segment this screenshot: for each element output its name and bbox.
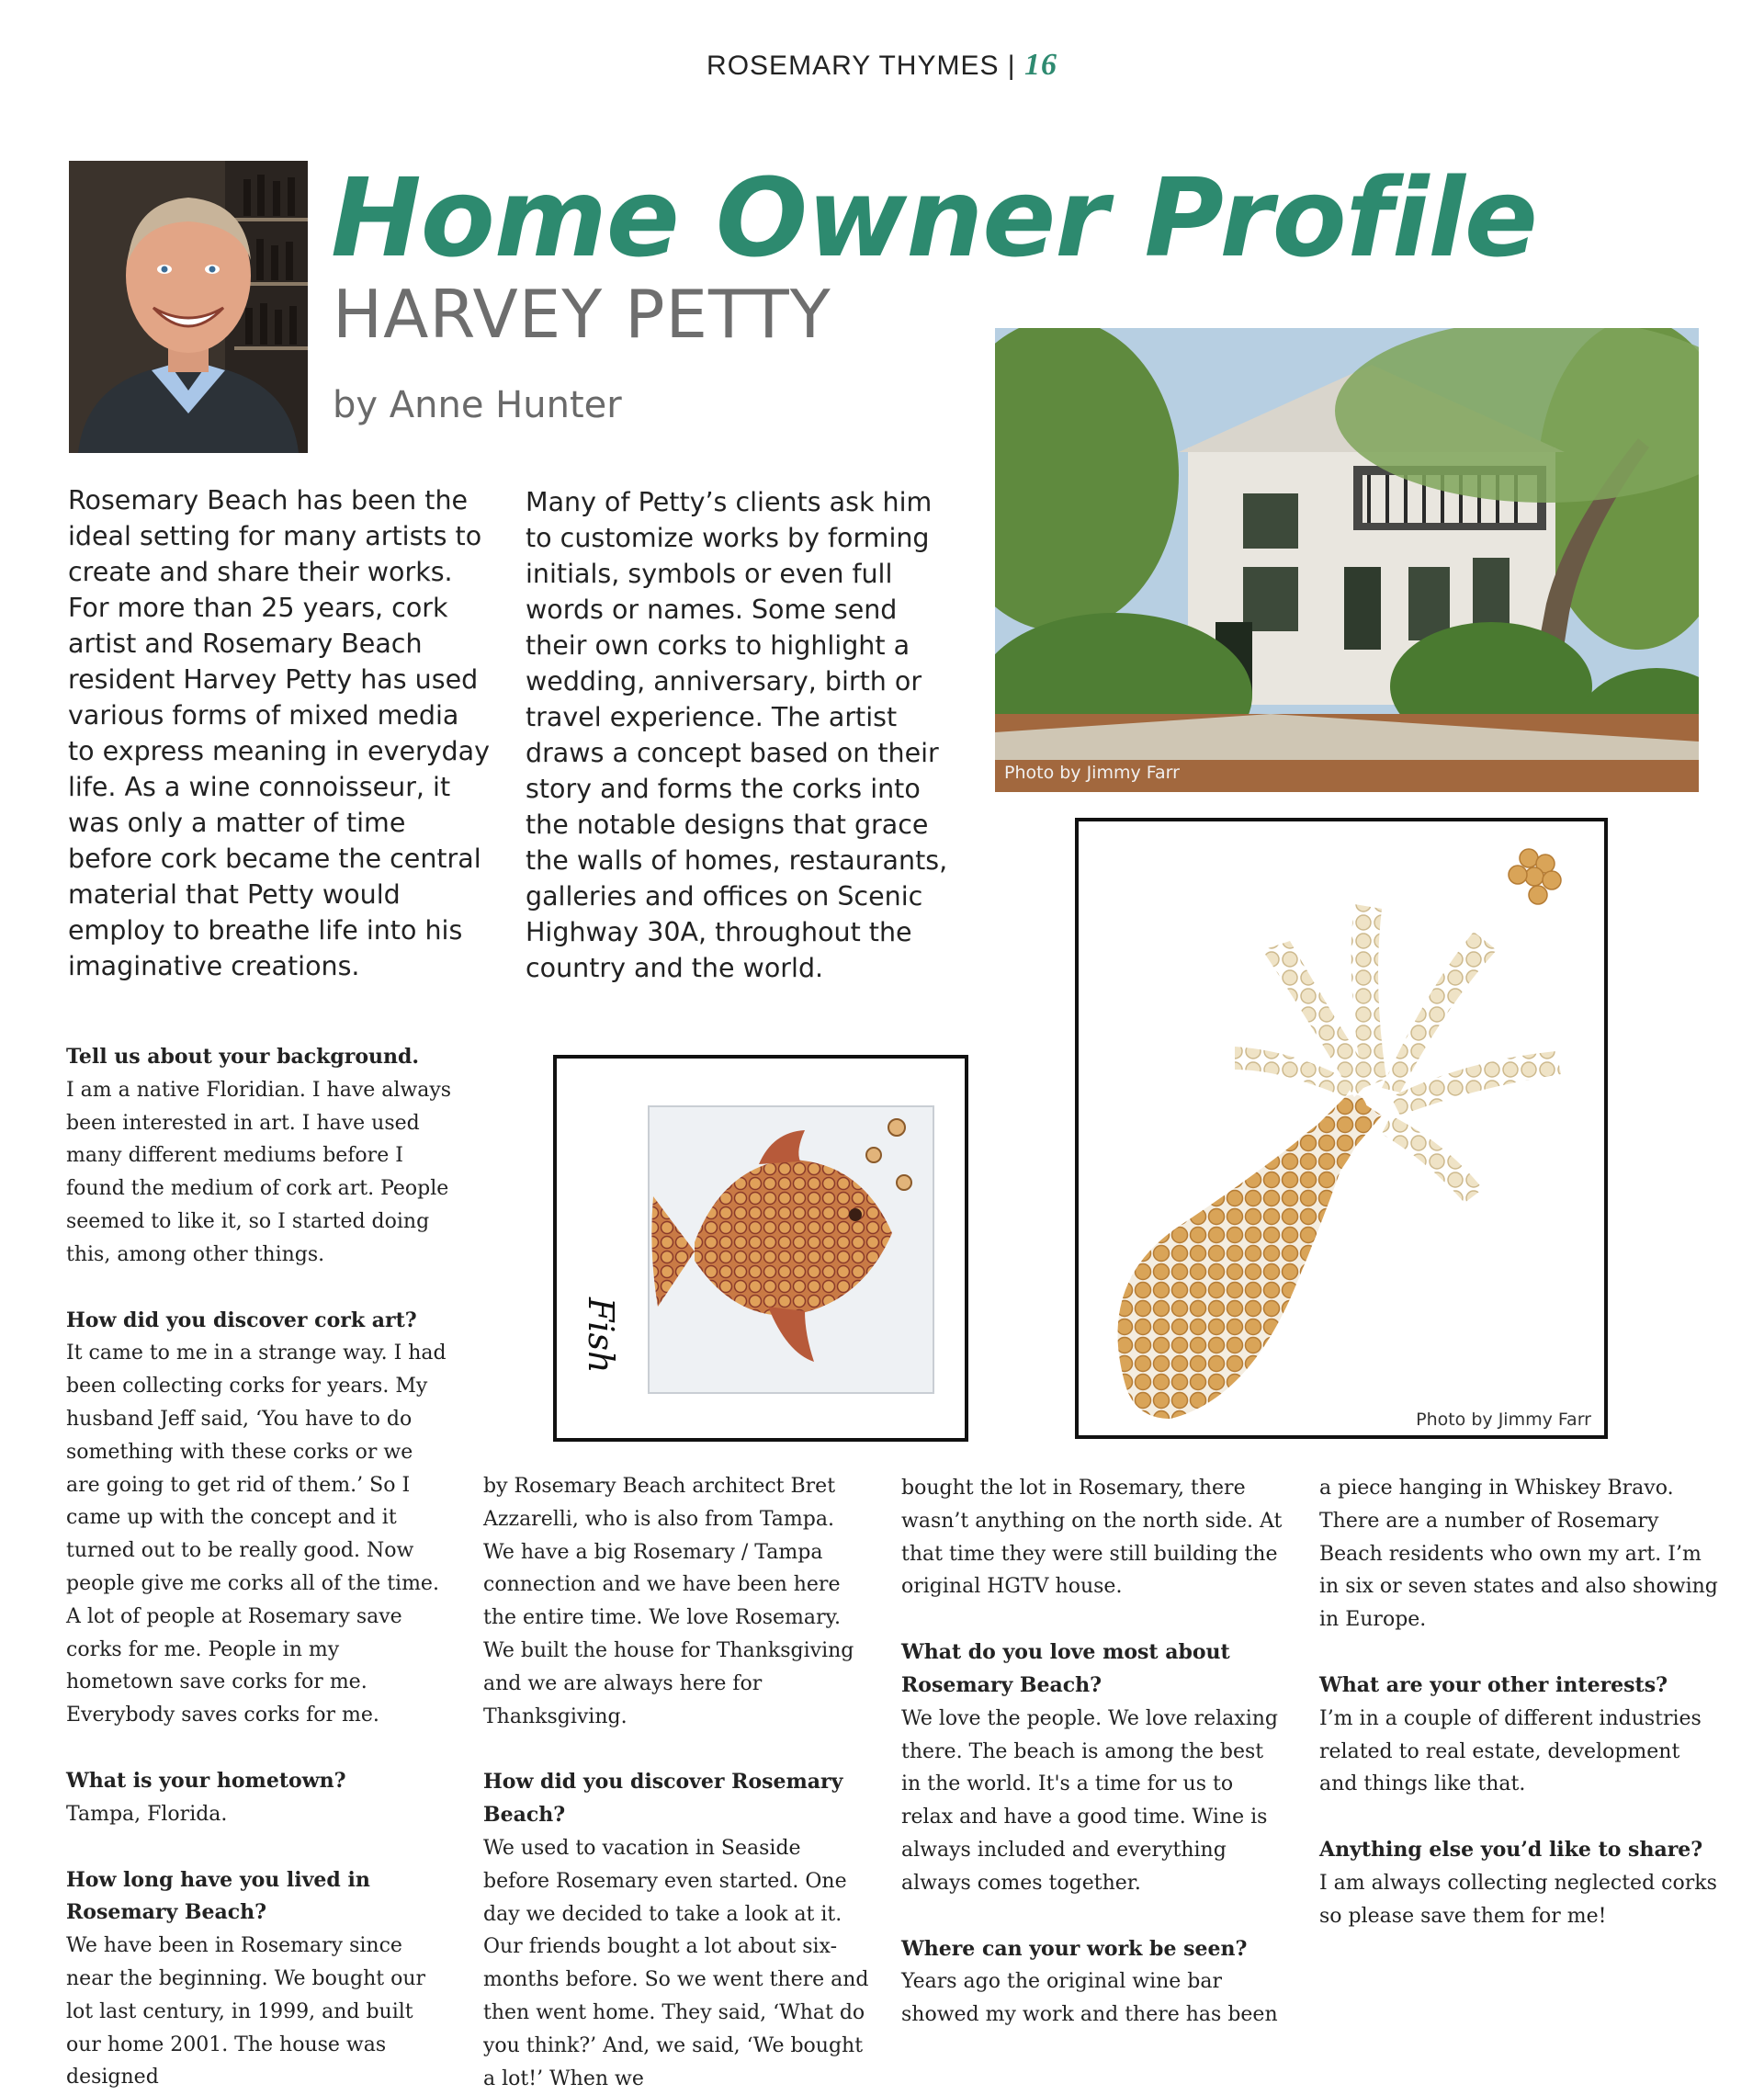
qa-column-4: [1319, 1472, 1724, 1933]
qa-item: [66, 1765, 452, 1831]
qa-continuation: [483, 1470, 869, 1733]
answer: Years ago the original wine bar showed my work and there has been: [901, 1970, 1278, 2027]
qa-item: [66, 1041, 452, 1272]
house-illustration: [995, 328, 1699, 792]
answer: by Rosemary Beach architect Bret Azzarelli, who is also from Tampa. We have a big Rosemary / Tampa connection and we have been here the entire time. We love Rosemary. We built the house for Thanksgiving and we are always here for Thanksgiving.: [483, 1475, 854, 1728]
answer: I am a native Floridian. I have always been interested in art. I have used many different mediums before I found the medium of cork art. People seemed to like it, so I started doing this, among other things.: [66, 1078, 452, 1266]
house-photo-credit: Photo by Jimmy Farr: [1004, 763, 1180, 783]
qa-item: [66, 1864, 452, 2095]
answer: I am always collecting neglected corks so please save them for me!: [1319, 1871, 1717, 1928]
publication-name: ROSEMARY THYMES |: [707, 51, 1016, 81]
question: Anything else you’d like to share?: [1319, 1838, 1703, 1863]
answer: We have been in Rosemary since near the beginning. We bought our lot last century, in 1999, and built our home 2001. The house was designed: [66, 1934, 426, 2089]
page-number: 16: [1023, 48, 1057, 82]
qa-column-3: [901, 1472, 1287, 2032]
qa-continuation: [901, 1472, 1287, 1603]
qa-column-1: [66, 1041, 452, 2094]
answer: bought the lot in Rosemary, there wasn’t anything on the north side. At that time they were still building the original HGTV house.: [901, 1477, 1283, 1599]
intro-paragraph-left: Rosemary Beach has been the ideal setting for many artists to create and share their works. For more than 25 years, cork artist and Rosemary Beach resident Harvey Petty has used various forms of mixed media to express meaning in everyday life. As a wine connoisseur, it was only a matter of time before cork became the central material that Petty would employ to breathe life into his imaginative creations.: [68, 485, 490, 981]
running-header: [0, 48, 1764, 83]
byline: by Anne Hunter: [333, 384, 622, 426]
question: How long have you lived in Rosemary Beach?: [66, 1867, 370, 1925]
portrait-illustration: [69, 161, 308, 453]
qa-item: [901, 1933, 1287, 2032]
house-photo: [995, 328, 1699, 792]
answer: It came to me in a strange way. I had been collecting corks for years. My husband Jeff said, ‘You have to do something with these corks or we are going to get rid of them.’ So I came up with the concept and it turned out to be really good. Now people give me corks all of the time. A lot of people at Rosemary save corks for me. People in my hometown save corks for me. Everybody saves corks for me.: [66, 1342, 447, 1727]
fish-artwork: [553, 1055, 968, 1442]
qa-item: [1319, 1834, 1724, 1932]
qa-continuation: [1319, 1472, 1724, 1636]
intro-paragraph-right: Many of Petty’s clients ask him to customize works by forming initials, symbols or even full words or names. Some send their own corks to highlight a wedding, anniversary, birth or travel experience. The artist draws a concept based on their story and forms the corks into the notable designs that grace the walls of homes, restaurants, galleries and offices on Scenic Highway 30A, throughout the country and the world.: [526, 487, 948, 983]
question: How did you discover Rosemary Beach?: [483, 1770, 843, 1828]
fish-label: Fish: [581, 1297, 621, 1374]
article-title: Home Owner Profile: [331, 154, 1537, 281]
answer: We used to vacation in Seaside before Rosemary even started. One day we decided to take a look at it. Our friends bought a lot about six-months before. So we went there and then went home. They said, ‘What do you think?’ And, we said, ‘We bought a lot!’ When we: [483, 1836, 869, 2090]
answer: I’m in a couple of different industries related to real estate, development and things like that.: [1319, 1706, 1702, 1796]
subject-name: HARVEY PETTY: [333, 276, 831, 353]
question: Where can your work be seen?: [901, 1936, 1248, 1961]
question: How did you discover cork art?: [66, 1308, 417, 1332]
question: What do you love most about Rosemary Beach?: [901, 1640, 1230, 1697]
qa-item: [483, 1766, 869, 2095]
qa-column-2: [483, 1470, 869, 2095]
qa-item: [1319, 1670, 1724, 1801]
qa-item: [901, 1636, 1287, 1899]
portrait-photo: [69, 161, 308, 453]
question: Tell us about your background.: [66, 1045, 420, 1069]
answer: Tampa, Florida.: [66, 1802, 228, 1826]
qa-item: [66, 1305, 452, 1732]
cork-bottle-illustration: [1079, 821, 1604, 1435]
answer: We love the people. We love relaxing there. The beach is among the best in the world. It's a time for us to relax and have a good time. Wine is always included and everything always comes together.: [901, 1706, 1278, 1895]
question: What is your hometown?: [66, 1768, 346, 1793]
question: What are your other interests?: [1319, 1672, 1668, 1697]
cork-photo-credit: Photo by Jimmy Farr: [1416, 1410, 1591, 1430]
answer: a piece hanging in Whiskey Bravo. There are a number of Rosemary Beach residents who own my art. I’m in six or seven states and also showing in Europe.: [1319, 1477, 1718, 1632]
cork-bottle-artwork: [1075, 818, 1608, 1439]
